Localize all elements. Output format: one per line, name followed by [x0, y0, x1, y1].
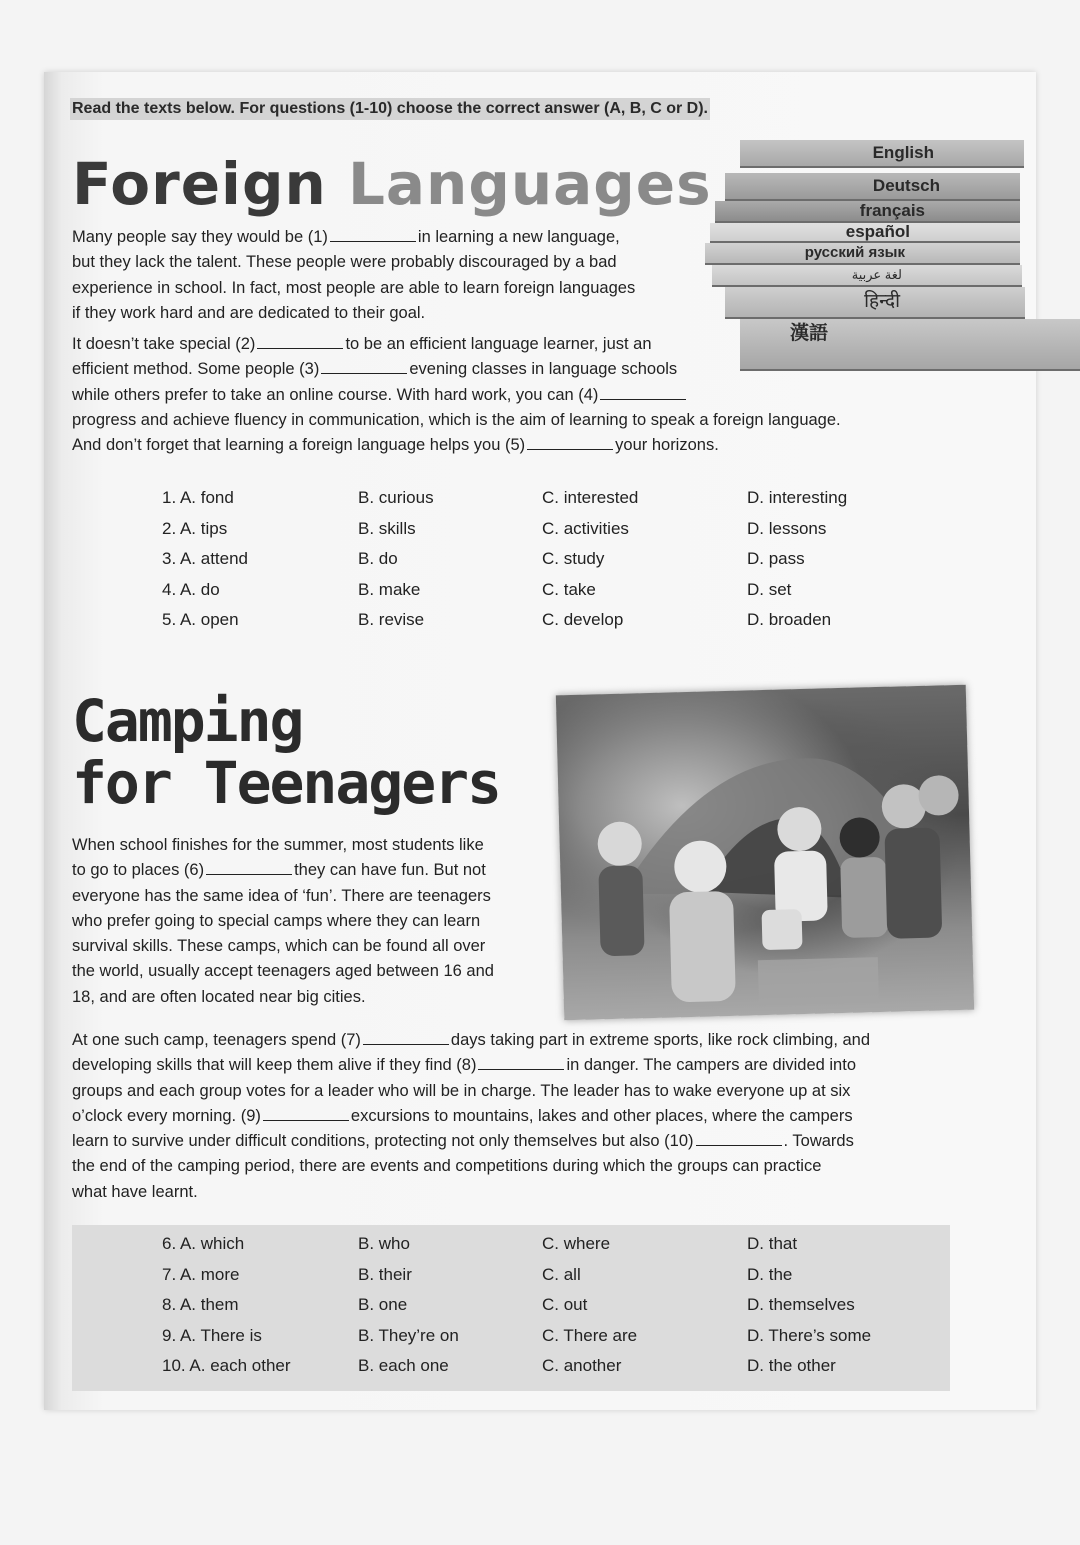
text-span: groups and each group votes for a leader who will be in charge. The leader has to wake everyone up at six: [72, 1081, 851, 1100]
text-span: they can have fun. But not: [294, 861, 486, 880]
title-line: Camping: [72, 687, 303, 755]
text-span: in learning a new language,: [417, 228, 620, 246]
blank-10: [696, 1131, 782, 1146]
blank-7: [363, 1030, 449, 1045]
title-word-foreign: Foreign: [72, 150, 327, 218]
option-b[interactable]: B. who: [358, 1234, 410, 1253]
option-row: [72, 1261, 950, 1292]
option-a[interactable]: 9. A. There is: [162, 1325, 262, 1345]
blank-2: [257, 334, 343, 349]
text-span: At one such camp, teenagers spend (7): [72, 1031, 361, 1049]
option-d[interactable]: D. interesting: [747, 488, 848, 507]
option-row: [72, 1291, 950, 1322]
option-c[interactable]: C. all: [542, 1264, 581, 1284]
section-title-camping: [72, 687, 500, 817]
option-b[interactable]: B. each one: [358, 1356, 449, 1375]
text-span: learn to survive under difficult conditions, protecting not only themselves but also (10): [72, 1132, 694, 1151]
text-span: while others prefer to take an online course. With hard work, you can (4): [72, 385, 599, 404]
option-a[interactable]: 10. A. each other: [162, 1356, 291, 1375]
option-b[interactable]: B. make: [358, 579, 421, 599]
option-row: [72, 1230, 950, 1261]
text-span: what have learnt.: [72, 1182, 198, 1201]
text-span: in danger. The campers are divided into: [566, 1056, 856, 1075]
option-b[interactable]: B. skills: [358, 518, 416, 538]
option-c[interactable]: C. out: [542, 1295, 588, 1314]
option-c[interactable]: C. develop: [542, 610, 624, 629]
text-span: 18, and are often located near big cities.: [72, 987, 366, 1006]
option-b[interactable]: B. do: [358, 549, 398, 568]
book-label: 漢語: [740, 319, 1080, 371]
text-span: your horizons.: [615, 436, 719, 455]
text-span: . Towards: [783, 1132, 854, 1151]
text-span: the world, usually accept teenagers aged between 16 and: [72, 962, 494, 981]
text-span: o’clock every morning. (9): [72, 1106, 261, 1125]
option-b[interactable]: B. curious: [358, 488, 434, 507]
book-label: हिन्दी: [725, 287, 1025, 319]
title-word-languages: Languages: [347, 150, 712, 218]
instructions: Read the texts below. For questions (1-10) choose the correct answer (A, B, C or D).: [70, 98, 710, 120]
blank-8: [478, 1055, 564, 1070]
book-label: English: [740, 140, 1024, 168]
text-span: It doesn’t take special (2): [72, 335, 256, 353]
option-row: [72, 1352, 950, 1383]
text-span: to be an efficient language learner, just an: [345, 335, 652, 353]
text-span: the end of the camping period, there are events and competitions during which the groups can practice: [72, 1157, 822, 1176]
option-d[interactable]: D. the other: [747, 1356, 836, 1375]
option-b[interactable]: B. one: [358, 1295, 408, 1314]
option-a[interactable]: 7. A. more: [162, 1264, 240, 1284]
option-c[interactable]: C. interested: [542, 488, 639, 507]
option-c[interactable]: C. activities: [542, 518, 629, 538]
book-label: لغة عربية: [712, 265, 1022, 287]
option-row: [72, 484, 950, 515]
book-label: Deutsch: [725, 173, 1020, 201]
text-span: but they lack the talent. These people were probably discouraged by a bad: [72, 253, 617, 272]
text-span: evening classes in language schools: [409, 360, 678, 379]
option-a[interactable]: 1. A. fond: [162, 488, 234, 507]
camping-paragraph-1: [72, 833, 494, 1010]
option-d[interactable]: D. lessons: [747, 518, 827, 538]
text-span: developing skills that will keep them alive if they find (8): [72, 1056, 477, 1075]
text-span: if they work hard and are dedicated to their goal.: [72, 303, 426, 322]
option-a[interactable]: 2. A. tips: [162, 518, 228, 538]
option-a[interactable]: 4. A. do: [162, 579, 220, 599]
text-span: everyone has the same idea of ‘fun’. There are teenagers: [72, 886, 491, 905]
blank-6: [206, 860, 292, 875]
paragraph-1: [72, 225, 635, 326]
text-span: excursions to mountains, lakes and other places, where the campers: [350, 1106, 853, 1125]
option-a[interactable]: 3. A. attend: [162, 549, 249, 568]
text-span: to go to places (6): [72, 861, 205, 880]
text-span: Many people say they would be (1): [72, 228, 328, 246]
book-label: русский язык: [705, 243, 1020, 265]
option-row: [72, 576, 950, 607]
text-span: who prefer going to special camps where they can learn: [72, 911, 481, 930]
blank-9: [263, 1106, 349, 1121]
option-d[interactable]: D. set: [747, 579, 792, 599]
option-d[interactable]: D. pass: [747, 549, 805, 568]
camping-photo: [556, 685, 974, 1021]
text-span: days taking part in extreme sports, like rock climbing, and: [450, 1031, 871, 1049]
blank-1: [330, 227, 416, 242]
book-label: français: [715, 201, 1020, 223]
text-span: survival skills. These camps, which can be found all over: [72, 937, 486, 956]
blank-4: [600, 385, 686, 400]
section-title-foreign-languages: [72, 148, 712, 220]
paragraph-2: [72, 332, 942, 458]
option-row: [72, 1322, 950, 1353]
option-a[interactable]: 6. A. which: [162, 1234, 245, 1253]
text-span: progress and achieve fluency in communication, which is the aim of learning to speak a foreign language.: [72, 410, 841, 429]
option-row: [72, 606, 950, 637]
text-span: When school finishes for the summer, most students like: [72, 836, 484, 854]
text-span: efficient method. Some people (3): [72, 360, 320, 379]
option-c[interactable]: C. another: [542, 1356, 622, 1375]
option-d[interactable]: D. the: [747, 1264, 793, 1284]
options-table-1: [72, 484, 950, 637]
option-b[interactable]: B. They’re on: [358, 1325, 459, 1345]
blank-5: [527, 435, 613, 450]
blank-3: [321, 359, 407, 374]
option-d[interactable]: D. There’s some: [747, 1325, 872, 1345]
text-span: And don’t forget that learning a foreign language helps you (5): [72, 436, 526, 455]
option-d[interactable]: D. broaden: [747, 610, 832, 629]
option-c[interactable]: C. take: [542, 579, 596, 599]
book-label: español: [710, 223, 1020, 243]
camping-photo-shapes: [556, 685, 974, 1021]
option-c[interactable]: C. where: [542, 1234, 611, 1253]
option-a[interactable]: 8. A. them: [162, 1295, 239, 1314]
option-b[interactable]: B. revise: [358, 610, 425, 629]
title-line: for Teenagers: [72, 749, 500, 817]
camping-paragraph-2: [72, 1028, 952, 1205]
option-c[interactable]: C. There are: [542, 1325, 638, 1345]
option-row: [72, 515, 950, 546]
option-row: [72, 545, 950, 576]
option-a[interactable]: 5. A. open: [162, 610, 239, 629]
options-table-2: [72, 1225, 950, 1391]
option-d[interactable]: D. that: [747, 1234, 798, 1253]
text-span: experience in school. In fact, most people are able to learn foreign languages: [72, 278, 636, 297]
option-c[interactable]: C. study: [542, 549, 605, 568]
option-b[interactable]: B. their: [358, 1264, 412, 1284]
option-d[interactable]: D. themselves: [747, 1295, 855, 1314]
